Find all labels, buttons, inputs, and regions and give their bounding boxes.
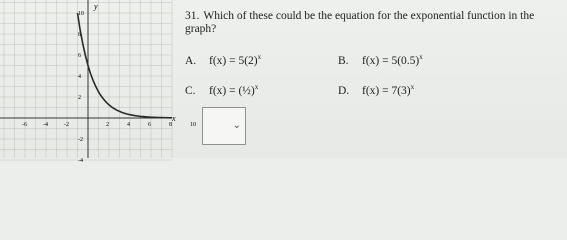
y-tick-label: 6 <box>78 53 81 59</box>
choice-equation: f(x) = 7(3) <box>362 85 411 97</box>
y-axis-label: y <box>94 2 98 11</box>
choice-equation: f(x) = 5(2) <box>209 55 258 67</box>
x-tick-label: 6 <box>148 122 151 128</box>
y-tick-label: -2 <box>78 137 83 143</box>
y-tick-label: -4 <box>78 158 83 164</box>
y-tick-label: 8 <box>78 32 81 38</box>
chevron-down-icon[interactable]: ⌄ <box>232 120 241 131</box>
choice-letter: D. <box>338 85 350 97</box>
x-tick-label: -2 <box>64 122 69 128</box>
x-tick-label: -4 <box>43 122 48 128</box>
x-tick-label: 8 <box>169 122 172 128</box>
choice-exponent: x <box>419 53 423 61</box>
choice-letter: B. <box>338 55 349 67</box>
choice-letter: C. <box>185 85 196 97</box>
choice-exponent: x <box>410 83 415 91</box>
choice-b <box>338 53 423 67</box>
question-number: 31. <box>185 10 200 22</box>
y-tick-label: 2 <box>78 95 81 101</box>
x-tick-label: 4 <box>127 122 130 128</box>
choice-exponent: x <box>257 53 262 61</box>
question-text <box>185 10 563 36</box>
x-tick-label: 2 <box>106 122 109 128</box>
choice-letter: A. <box>185 55 197 67</box>
question-prompt: Which of these could be the equation for the exponential function in the graph? <box>185 10 535 35</box>
x-tick-label: 10 <box>190 122 196 128</box>
y-tick-label: 10 <box>78 11 84 17</box>
choice-equation: f(x) = (½) <box>209 85 255 97</box>
choice-exponent: x <box>254 83 259 91</box>
y-tick-label: 4 <box>78 74 81 80</box>
choice-equation: f(x) = 5(0.5) <box>362 55 420 67</box>
choice-d <box>338 83 414 97</box>
answer-dropdown[interactable] <box>202 107 246 145</box>
x-axis-label: x <box>172 114 176 123</box>
x-tick-label: -6 <box>22 122 27 128</box>
choice-c <box>185 83 258 97</box>
graph-grid <box>0 0 172 160</box>
choice-a <box>185 53 261 67</box>
